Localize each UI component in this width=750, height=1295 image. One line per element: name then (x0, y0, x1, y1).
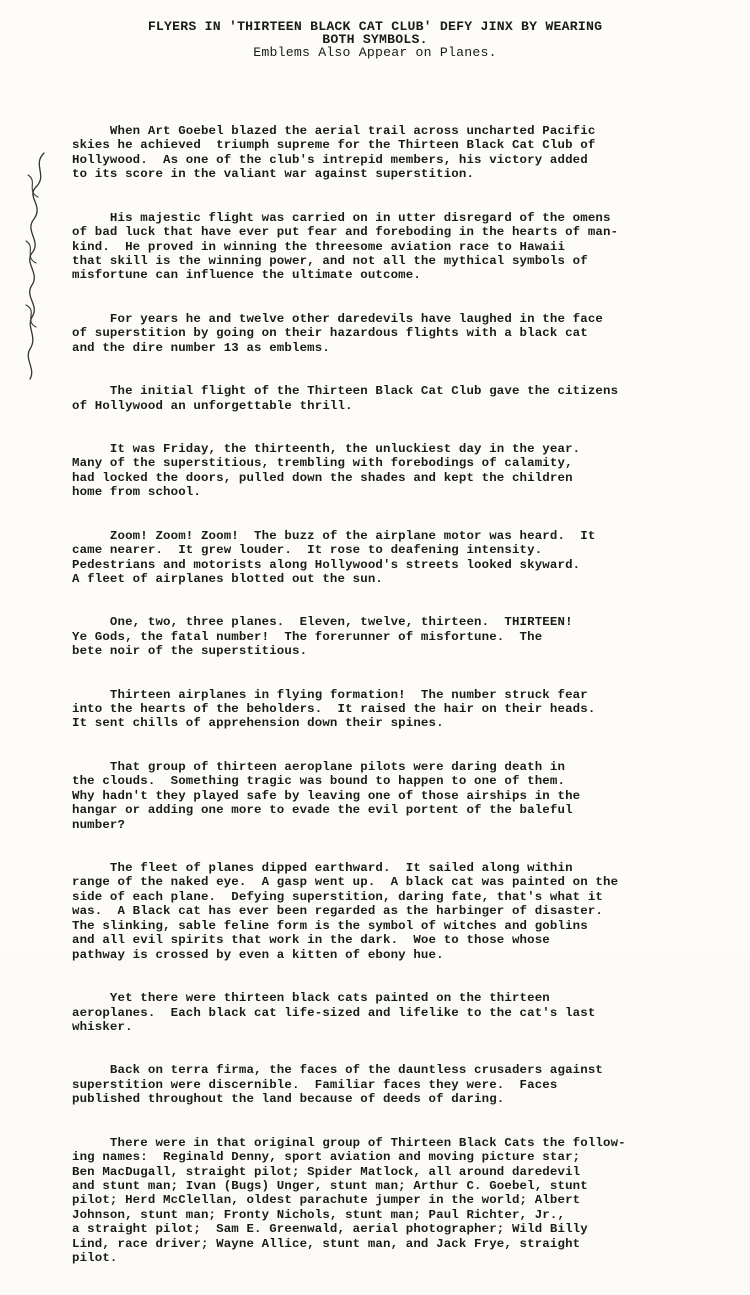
article-header (0, 20, 750, 59)
paragraph-11: Yet there were thirteen black cats painted on the thirteen aeroplanes. Each black cat life-sized and lifelike to the cat's last whisker. (72, 991, 596, 1034)
headline-line-2: BOTH SYMBOLS. (322, 32, 428, 47)
paragraph-3: For years he and twelve other daredevils have laughed in the face of superstition by going on their hazardous flights with a black cat and the dire number 13 as emblems. (72, 311, 603, 355)
paragraph-12: Back on terra firma, the faces of the dauntless crusaders against superstition were discernible. Familiar faces they were. Faces published throughout the land because of deeds of daring. (72, 1063, 603, 1107)
paragraph-13: There were in that original group of Thirteen Black Cats the follow- ing names: Reginald Denny, sport aviation and moving picture star; Ben MacDugall, straight pilot; Spider Matlock, all around daredevil and stunt man; Ivan (Bugs) Unger, stunt man; Arthur C. Goebel, stunt pilot; Herd McClellan, oldest parachute jumper in the world; Albert Johnson, stunt man; Fronty Nichols, stunt man; Paul Richter, Jr., a straight pilot; Sam E. Greenwald, aerial photographer; Wild Billy Lind, race driver; Wayne Allice, stunt man, and Jack Frye, straight pilot. (72, 1135, 626, 1266)
paragraph-8: Thirteen airplanes in flying formation! The number struck fear into the hearts of the beholders. It raised the hair on their heads. It sent chills of apprehension down their spines. (72, 687, 596, 731)
paragraph-9: That group of thirteen aeroplane pilots were daring death in the clouds. Something tragic was bound to happen to one of them. Why hadn't they played safe by leaving one of those airships in the hangar or adding one more to evade the evil portent of the baleful number? (72, 759, 581, 832)
paragraph-1: When Art Goebel blazed the aerial trail across uncharted Pacific skies he achieved triumph supreme for the Thirteen Black Cat Club of Hollywood. As one of the club's intrepid members, his victory added to its score in the valiant war against superstition. (72, 123, 596, 182)
paragraph-5: It was Friday, the thirteenth, the unluckiest day in the year. Many of the superstitious, trembling with forebodings of calamity, had locked the doors, pulled down the shades and kept the children home from school. (72, 441, 581, 500)
handwritten-margin-signature (14, 145, 54, 385)
subheadline: Emblems Also Appear on Planes. (253, 45, 497, 60)
paragraph-10: The fleet of planes dipped earthward. It sailed along within range of the naked eye. A gasp went up. A black cat was painted on the side of each plane. Defying superstition, daring fate, that's what it was. A Black cat has ever been regarded as the harbinger of disaster. The slinking, sable feline form is the symbol of witches and goblins and all evil spirits that work in the dark. Woe to those whose pathway is crossed by even a kitten of ebony hue. (72, 861, 619, 962)
paragraph-7: One, two, three planes. Eleven, twelve, thirteen. THIRTEEN! Ye Gods, the fatal number! The forerunner of misfortune. The bete noir of the superstitious. (72, 615, 573, 659)
paragraph-2: His majestic flight was carried on in utter disregard of the omens of bad luck that have ever put fear and foreboding in the hearts of man- kind. He proved in winning the threesome aviation race to Hawaii that skill is the winning power, and not all the mythical symbols of misfortune can influence the ultimate outcome. (72, 210, 619, 283)
paragraph-6: Zoom! Zoom! Zoom! The buzz of the airplane motor was heard. It came nearer. It grew louder. It rose to deafening intensity. Pedestrians and motorists along Hollywood's streets looked skyward. A fleet of airplanes blotted out the sun. (72, 528, 596, 586)
article-body (72, 95, 722, 1295)
paragraph-4: The initial flight of the Thirteen Black Cat Club gave the citizens of Hollywood an unforgettable thrill. (72, 384, 619, 413)
headline-line-1: FLYERS IN 'THIRTEEN BLACK CAT CLUB' DEFY JINX BY WEARING (147, 19, 603, 34)
